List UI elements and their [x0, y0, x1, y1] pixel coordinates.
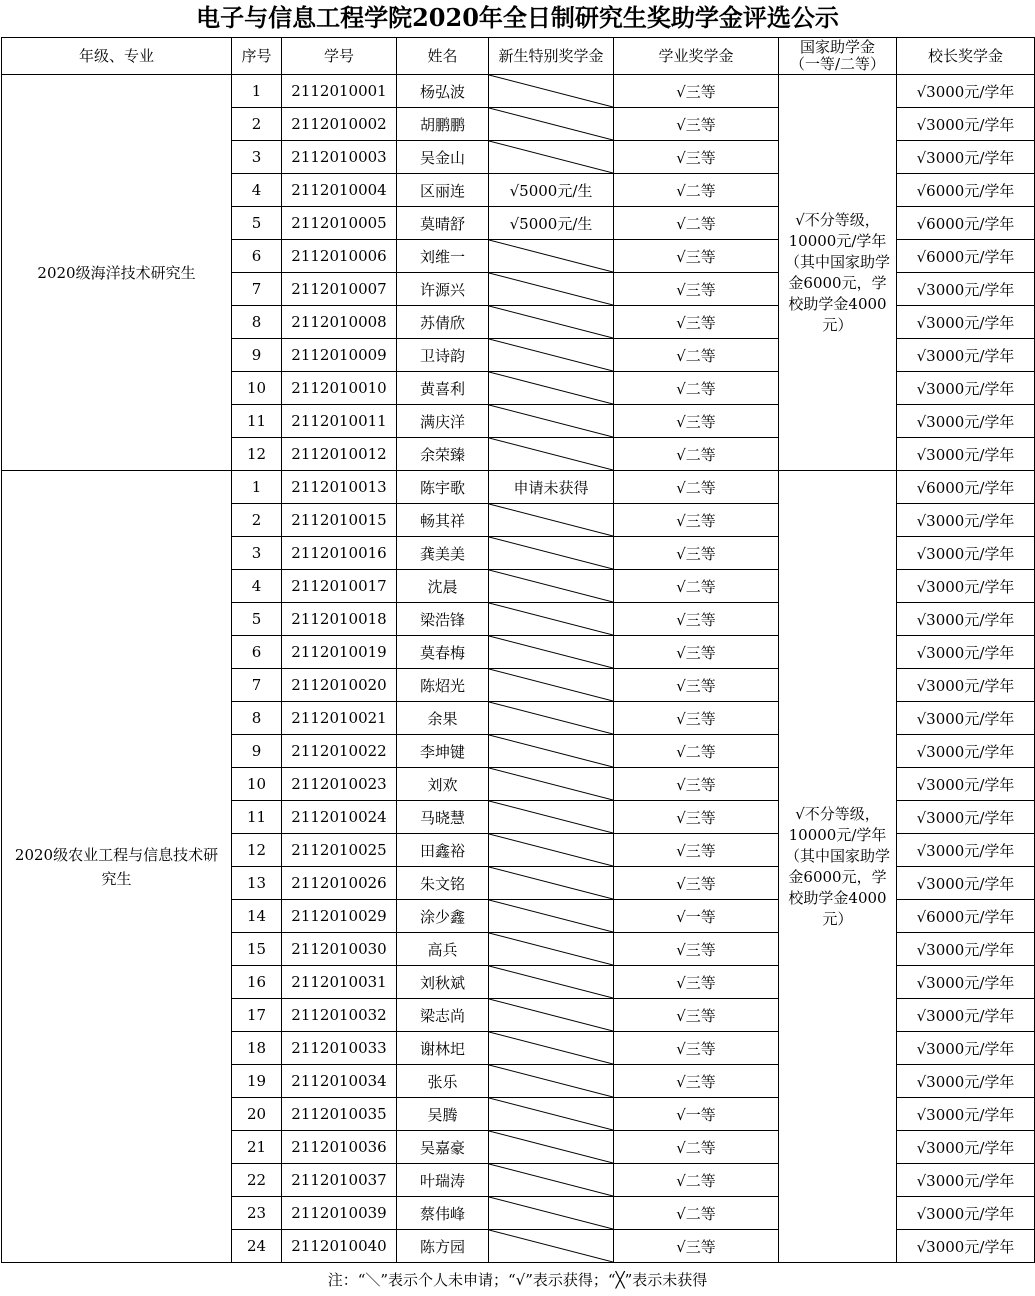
table-row: [2, 75, 1035, 108]
academic-cell: √二等: [614, 1164, 779, 1197]
not-applied-slash: [489, 735, 613, 767]
header-national-line1: 国家助学金: [799, 38, 875, 56]
student-name-cell: 龚美美: [397, 537, 489, 570]
seq-cell: 22: [232, 1164, 282, 1197]
student-name-cell: 谢林圯: [397, 1032, 489, 1065]
president-cell: √3000元/学年: [897, 405, 1035, 438]
student-name-cell: 沈晨: [397, 570, 489, 603]
president-cell: √3000元/学年: [897, 537, 1035, 570]
seq-cell: 2: [232, 108, 282, 141]
student-name-cell: 陈方园: [397, 1230, 489, 1263]
not-applied-slash: [489, 1098, 613, 1130]
header-national-grant: [779, 38, 897, 75]
freshman-special-cell: [489, 966, 614, 999]
student-name-cell: 余荣臻: [397, 438, 489, 471]
academic-cell: √三等: [614, 537, 779, 570]
student-id-cell: 2112010015: [282, 504, 397, 537]
freshman-special-cell: [489, 438, 614, 471]
not-applied-slash: [489, 504, 613, 536]
freshman-special-cell: √5000元/生: [489, 174, 614, 207]
academic-cell: √三等: [614, 933, 779, 966]
student-name-cell: 陈炤光: [397, 669, 489, 702]
student-id-cell: 2112010030: [282, 933, 397, 966]
student-id-cell: 2112010018: [282, 603, 397, 636]
freshman-special-cell: [489, 702, 614, 735]
president-cell: √3000元/学年: [897, 702, 1035, 735]
president-cell: √3000元/学年: [897, 669, 1035, 702]
not-applied-slash: [489, 372, 613, 404]
seq-cell: 20: [232, 1098, 282, 1131]
freshman-special-cell: [489, 834, 614, 867]
freshman-special-cell: √5000元/生: [489, 207, 614, 240]
academic-cell: √三等: [614, 669, 779, 702]
freshman-special-cell: [489, 570, 614, 603]
student-id-cell: 2112010029: [282, 900, 397, 933]
academic-cell: √三等: [614, 273, 779, 306]
not-applied-slash: [489, 636, 613, 668]
student-name-cell: 卫诗韵: [397, 339, 489, 372]
not-applied-slash: [489, 240, 613, 272]
seq-cell: 5: [232, 603, 282, 636]
freshman-special-cell: [489, 306, 614, 339]
not-applied-slash: [489, 1032, 613, 1064]
student-id-cell: 2112010036: [282, 1131, 397, 1164]
academic-cell: √三等: [614, 999, 779, 1032]
student-id-cell: 2112010017: [282, 570, 397, 603]
president-cell: √3000元/学年: [897, 372, 1035, 405]
academic-cell: √三等: [614, 834, 779, 867]
freshman-special-cell: [489, 1032, 614, 1065]
president-cell: √3000元/学年: [897, 504, 1035, 537]
academic-cell: √三等: [614, 1230, 779, 1263]
student-id-cell: 2112010010: [282, 372, 397, 405]
academic-cell: √三等: [614, 75, 779, 108]
president-cell: √3000元/学年: [897, 1164, 1035, 1197]
academic-cell: √二等: [614, 174, 779, 207]
student-id-cell: 2112010002: [282, 108, 397, 141]
student-name-cell: 许源兴: [397, 273, 489, 306]
student-name-cell: 苏倩欣: [397, 306, 489, 339]
academic-cell: √二等: [614, 1197, 779, 1230]
group-name-cell: 2020级海洋技术研究生: [2, 75, 232, 471]
student-id-cell: 2112010034: [282, 1065, 397, 1098]
seq-cell: 21: [232, 1131, 282, 1164]
freshman-special-cell: [489, 735, 614, 768]
freshman-special-cell: [489, 999, 614, 1032]
academic-cell: √三等: [614, 1065, 779, 1098]
student-id-cell: 2112010006: [282, 240, 397, 273]
president-cell: √3000元/学年: [897, 801, 1035, 834]
academic-cell: √三等: [614, 801, 779, 834]
seq-cell: 10: [232, 372, 282, 405]
student-name-cell: 莫晴舒: [397, 207, 489, 240]
seq-cell: 11: [232, 801, 282, 834]
table-body: [2, 75, 1035, 1263]
freshman-special-cell: [489, 801, 614, 834]
student-name-cell: 区丽连: [397, 174, 489, 207]
student-id-cell: 2112010031: [282, 966, 397, 999]
freshman-special-cell: [489, 900, 614, 933]
student-name-cell: 刘秋斌: [397, 966, 489, 999]
student-id-cell: 2112010024: [282, 801, 397, 834]
not-applied-slash: [489, 141, 613, 173]
student-id-cell: 2112010009: [282, 339, 397, 372]
not-applied-slash: [489, 75, 613, 107]
academic-cell: √二等: [614, 735, 779, 768]
academic-cell: √二等: [614, 438, 779, 471]
president-cell: √6000元/学年: [897, 471, 1035, 504]
not-applied-slash: [489, 570, 613, 602]
freshman-special-cell: [489, 1098, 614, 1131]
freshman-special-cell: [489, 405, 614, 438]
student-id-cell: 2112010007: [282, 273, 397, 306]
student-name-cell: 黄喜利: [397, 372, 489, 405]
president-cell: √3000元/学年: [897, 570, 1035, 603]
header-president: 校长奖学金: [897, 38, 1035, 75]
header-freshman-special: 新生特别奖学金: [489, 38, 614, 75]
student-id-cell: 2112010032: [282, 999, 397, 1032]
student-name-cell: 马晓慧: [397, 801, 489, 834]
academic-cell: √二等: [614, 570, 779, 603]
seq-cell: 7: [232, 669, 282, 702]
president-cell: √3000元/学年: [897, 1032, 1035, 1065]
student-id-cell: 2112010039: [282, 1197, 397, 1230]
president-cell: √3000元/学年: [897, 1197, 1035, 1230]
national-grant-cell: √不分等级，10000元/学年（其中国家助学金6000元，学校助学金4000元）: [779, 75, 897, 471]
student-id-cell: 2112010019: [282, 636, 397, 669]
freshman-special-cell: [489, 75, 614, 108]
header-grade-major: 年级、专业: [2, 38, 232, 75]
academic-cell: √一等: [614, 900, 779, 933]
student-id-cell: 2112010021: [282, 702, 397, 735]
seq-cell: 8: [232, 306, 282, 339]
header-student-id: 学号: [282, 38, 397, 75]
president-cell: √3000元/学年: [897, 438, 1035, 471]
student-id-cell: 2112010020: [282, 669, 397, 702]
student-id-cell: 2112010037: [282, 1164, 397, 1197]
not-applied-slash: [489, 405, 613, 437]
seq-cell: 4: [232, 570, 282, 603]
student-id-cell: 2112010008: [282, 306, 397, 339]
header-name: 姓名: [397, 38, 489, 75]
freshman-special-cell: [489, 504, 614, 537]
seq-cell: 13: [232, 867, 282, 900]
student-name-cell: 田鑫裕: [397, 834, 489, 867]
freshman-special-cell: [489, 141, 614, 174]
freshman-special-cell: [489, 537, 614, 570]
seq-cell: 1: [232, 75, 282, 108]
freshman-special-cell: 申请未获得: [489, 471, 614, 504]
academic-cell: √三等: [614, 306, 779, 339]
not-applied-slash: [489, 108, 613, 140]
not-applied-slash: [489, 999, 613, 1031]
table-row: [2, 471, 1035, 504]
student-id-cell: 2112010025: [282, 834, 397, 867]
national-grant-cell: √不分等级，10000元/学年（其中国家助学金6000元，学校助学金4000元）: [779, 471, 897, 1263]
president-cell: √3000元/学年: [897, 75, 1035, 108]
not-applied-slash: [489, 933, 613, 965]
student-id-cell: 2112010026: [282, 867, 397, 900]
student-name-cell: 刘维一: [397, 240, 489, 273]
seq-cell: 3: [232, 141, 282, 174]
student-name-cell: 吴嘉豪: [397, 1131, 489, 1164]
student-id-cell: 2112010022: [282, 735, 397, 768]
student-name-cell: 叶瑞涛: [397, 1164, 489, 1197]
freshman-special-cell: [489, 669, 614, 702]
academic-cell: √二等: [614, 207, 779, 240]
student-name-cell: 胡鹏鹏: [397, 108, 489, 141]
not-applied-slash: [489, 966, 613, 998]
not-applied-slash: [489, 867, 613, 899]
academic-cell: √三等: [614, 603, 779, 636]
student-name-cell: 高兵: [397, 933, 489, 966]
student-id-cell: 2112010035: [282, 1098, 397, 1131]
not-applied-slash: [489, 438, 613, 470]
seq-cell: 9: [232, 735, 282, 768]
president-cell: √3000元/学年: [897, 306, 1035, 339]
freshman-special-cell: [489, 1164, 614, 1197]
president-cell: √3000元/学年: [897, 999, 1035, 1032]
student-name-cell: 刘欢: [397, 768, 489, 801]
president-cell: √3000元/学年: [897, 1065, 1035, 1098]
header-row: [2, 38, 1035, 75]
not-applied-slash: [489, 306, 613, 338]
page-title: 电子与信息工程学院2020年全日制研究生奖助学金评选公示: [196, 3, 839, 32]
student-name-cell: 李坤键: [397, 735, 489, 768]
freshman-special-cell: [489, 1197, 614, 1230]
academic-cell: √三等: [614, 108, 779, 141]
seq-cell: 8: [232, 702, 282, 735]
seq-cell: 15: [232, 933, 282, 966]
student-id-cell: 2112010013: [282, 471, 397, 504]
not-applied-slash: [489, 834, 613, 866]
student-id-cell: 2112010040: [282, 1230, 397, 1263]
seq-cell: 9: [232, 339, 282, 372]
freshman-special-cell: [489, 372, 614, 405]
president-cell: √3000元/学年: [897, 933, 1035, 966]
freshman-special-cell: [489, 339, 614, 372]
seq-cell: 10: [232, 768, 282, 801]
seq-cell: 2: [232, 504, 282, 537]
seq-cell: 4: [232, 174, 282, 207]
academic-cell: √三等: [614, 504, 779, 537]
student-id-cell: 2112010012: [282, 438, 397, 471]
student-name-cell: 朱文铭: [397, 867, 489, 900]
seq-cell: 1: [232, 471, 282, 504]
seq-cell: 16: [232, 966, 282, 999]
president-cell: √6000元/学年: [897, 207, 1035, 240]
not-applied-slash: [489, 768, 613, 800]
not-applied-slash: [489, 1131, 613, 1163]
academic-cell: √一等: [614, 1098, 779, 1131]
president-cell: √3000元/学年: [897, 603, 1035, 636]
president-cell: √3000元/学年: [897, 768, 1035, 801]
student-name-cell: 梁浩锋: [397, 603, 489, 636]
academic-cell: √三等: [614, 405, 779, 438]
student-id-cell: 2112010005: [282, 207, 397, 240]
student-id-cell: 2112010023: [282, 768, 397, 801]
president-cell: √3000元/学年: [897, 1098, 1035, 1131]
not-applied-slash: [489, 900, 613, 932]
group-name-cell: 2020级农业工程与信息技术研究生: [2, 471, 232, 1263]
freshman-special-cell: [489, 933, 614, 966]
student-name-cell: 涂少鑫: [397, 900, 489, 933]
student-id-cell: 2112010003: [282, 141, 397, 174]
freshman-special-cell: [489, 240, 614, 273]
president-cell: √6000元/学年: [897, 900, 1035, 933]
student-name-cell: 畅其祥: [397, 504, 489, 537]
not-applied-slash: [489, 273, 613, 305]
not-applied-slash: [489, 339, 613, 371]
seq-cell: 24: [232, 1230, 282, 1263]
academic-cell: √三等: [614, 966, 779, 999]
not-applied-slash: [489, 537, 613, 569]
academic-cell: √三等: [614, 867, 779, 900]
freshman-special-cell: [489, 603, 614, 636]
seq-cell: 19: [232, 1065, 282, 1098]
not-applied-slash: [489, 603, 613, 635]
student-name-cell: 杨弘波: [397, 75, 489, 108]
president-cell: √3000元/学年: [897, 735, 1035, 768]
not-applied-slash: [489, 801, 613, 833]
not-applied-slash: [489, 1230, 613, 1262]
seq-cell: 11: [232, 405, 282, 438]
freshman-special-cell: [489, 273, 614, 306]
academic-cell: √三等: [614, 768, 779, 801]
not-applied-slash: [489, 702, 613, 734]
president-cell: √3000元/学年: [897, 1230, 1035, 1263]
student-id-cell: 2112010016: [282, 537, 397, 570]
academic-cell: √二等: [614, 339, 779, 372]
academic-cell: √二等: [614, 372, 779, 405]
seq-cell: 12: [232, 438, 282, 471]
seq-cell: 6: [232, 636, 282, 669]
freshman-special-cell: [489, 768, 614, 801]
president-cell: √6000元/学年: [897, 174, 1035, 207]
student-name-cell: 陈宇歌: [397, 471, 489, 504]
header-seq: 序号: [232, 38, 282, 75]
seq-cell: 6: [232, 240, 282, 273]
not-applied-slash: [489, 1065, 613, 1097]
student-name-cell: 吴金山: [397, 141, 489, 174]
freshman-special-cell: [489, 1065, 614, 1098]
seq-cell: 23: [232, 1197, 282, 1230]
freshman-special-cell: [489, 1230, 614, 1263]
not-applied-slash: [489, 1197, 613, 1229]
seq-cell: 3: [232, 537, 282, 570]
academic-cell: √二等: [614, 471, 779, 504]
academic-cell: √三等: [614, 141, 779, 174]
president-cell: √6000元/学年: [897, 240, 1035, 273]
header-national-line2: （一等/二等）: [789, 55, 886, 73]
freshman-special-cell: [489, 867, 614, 900]
student-id-cell: 2112010033: [282, 1032, 397, 1065]
student-name-cell: 张乐: [397, 1065, 489, 1098]
seq-cell: 14: [232, 900, 282, 933]
president-cell: √3000元/学年: [897, 273, 1035, 306]
seq-cell: 7: [232, 273, 282, 306]
academic-cell: √三等: [614, 240, 779, 273]
president-cell: √3000元/学年: [897, 966, 1035, 999]
seq-cell: 18: [232, 1032, 282, 1065]
student-name-cell: 梁志尚: [397, 999, 489, 1032]
president-cell: √3000元/学年: [897, 1131, 1035, 1164]
president-cell: √3000元/学年: [897, 834, 1035, 867]
student-name-cell: 蔡伟峰: [397, 1197, 489, 1230]
president-cell: √3000元/学年: [897, 141, 1035, 174]
header-academic: 学业奖学金: [614, 38, 779, 75]
footnote: 注：“＼”表示个人未申请；“√”表示获得；“╳”表示未获得: [327, 1271, 708, 1289]
president-cell: √3000元/学年: [897, 867, 1035, 900]
student-id-cell: 2112010004: [282, 174, 397, 207]
student-name-cell: 莫春梅: [397, 636, 489, 669]
student-id-cell: 2112010011: [282, 405, 397, 438]
student-id-cell: 2112010001: [282, 75, 397, 108]
president-cell: √3000元/学年: [897, 339, 1035, 372]
academic-cell: √三等: [614, 1032, 779, 1065]
academic-cell: √二等: [614, 1131, 779, 1164]
student-name-cell: 吴腾: [397, 1098, 489, 1131]
president-cell: √3000元/学年: [897, 108, 1035, 141]
academic-cell: √三等: [614, 636, 779, 669]
not-applied-slash: [489, 1164, 613, 1196]
student-name-cell: 余果: [397, 702, 489, 735]
freshman-special-cell: [489, 1131, 614, 1164]
not-applied-slash: [489, 669, 613, 701]
president-cell: √3000元/学年: [897, 636, 1035, 669]
scholarship-table: [1, 37, 1035, 1263]
academic-cell: √三等: [614, 702, 779, 735]
seq-cell: 17: [232, 999, 282, 1032]
seq-cell: 5: [232, 207, 282, 240]
freshman-special-cell: [489, 636, 614, 669]
seq-cell: 12: [232, 834, 282, 867]
student-name-cell: 满庆洋: [397, 405, 489, 438]
freshman-special-cell: [489, 108, 614, 141]
